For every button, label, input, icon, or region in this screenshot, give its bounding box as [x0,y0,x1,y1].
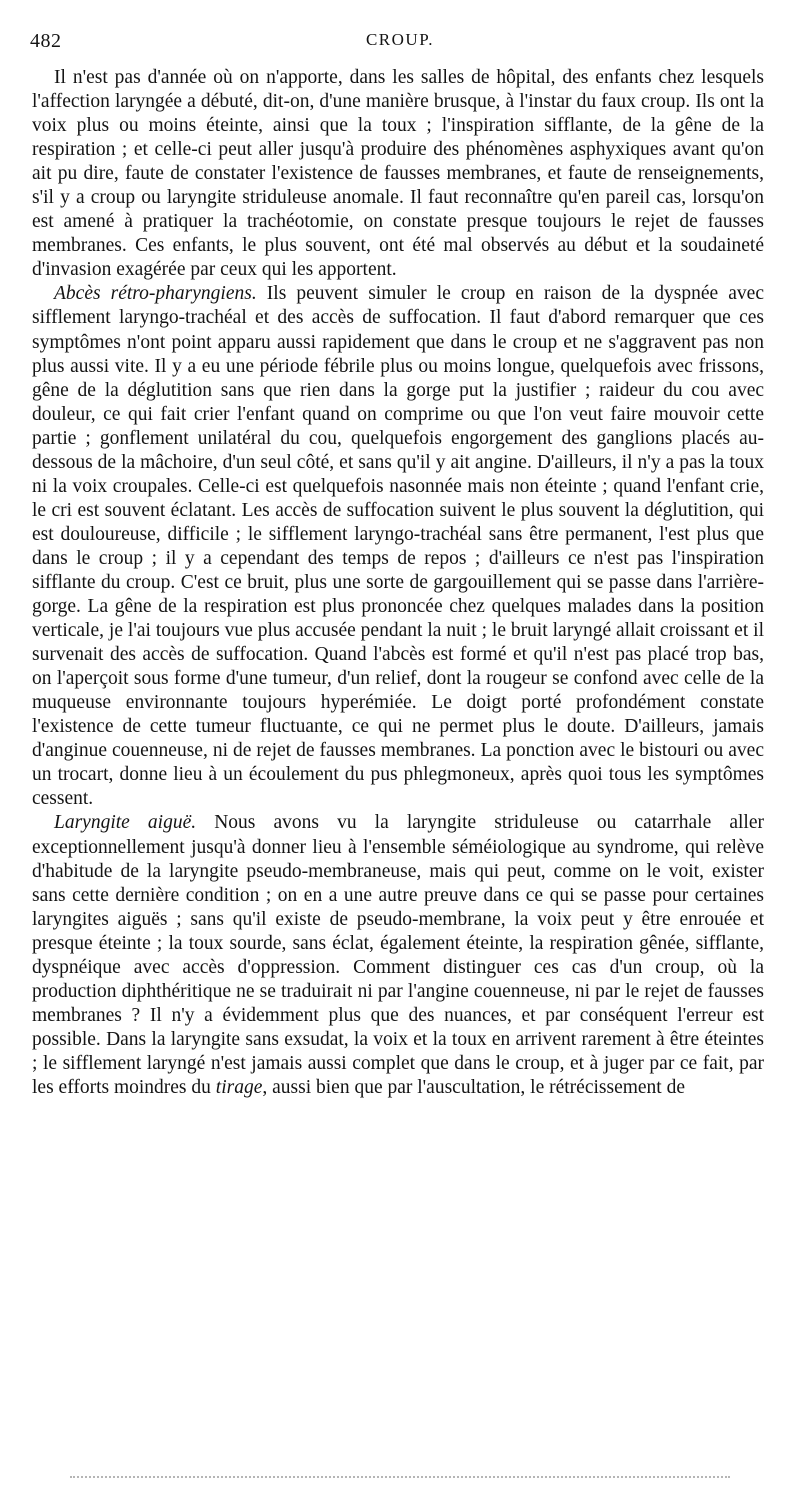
paragraph-lead: Abcès rétro-pharyngiens. [54,283,257,305]
paragraph-lead: Laryngite aiguë. [54,812,197,834]
emphasized-word: tirage [215,1076,263,1098]
paragraph-text: Il n'est pas d'année où on n'apporte, dans les salles de hôpital, des enfants chez lesquels l'affection laryngée a débuté, dit-on, d'une manière brusque, à l'instar du faux croup. Ils ont la voix plus ou moins éteinte, ainsi que la toux ; l'inspiration sifflante, de la gêne de la respiration ; et celle-ci peut aller jusqu'à produire des phénomènes asphyxiques avant qu'on ait pu dire, faute de constater l'existence de fausses membranes, et faute de renseignements, s'il y a croup ou laryngite striduleuse anomale. Il faut reconnaître qu'en pareil cas, lorsqu'on est amené à pratiquer la trachéotomie, on constate presque toujours le rejet de fausses membranes. Ces enfants, le plus souvent, ont été mal observés au début et la soudaineté d'invasion exagérée par ceux qui les apportent. [32,67,764,281]
paragraph-laryngite-aigue [32,811,764,1100]
body-text [32,66,764,1100]
running-title: CROUP. [365,30,435,49]
footer-dotted-rule [70,1476,730,1478]
paragraph-text: Nous avons vu la laryngite striduleuse ou catarrhale aller exceptionnellement jusqu'à donner lieu à l'ensemble séméiologique au syndrome, qui relève d'habitude de la laryngite pseudo-membraneuse, mais qui peut, comme on le voit, exister sans cette dernière condition ; on en a une autre preuve dans ce qui se passe pour certaines laryngites aiguës ; sans qu'il existe de pseudo-membrane, la voix peut y être enrouée et presque éteinte ; la toux sourde, sans éclat, également éteinte, la respiration gênée, sifflante, dyspnéique avec accès d'oppression. Comment distinguer ces cas d'un croup, où la production diphthéritique ne se traduirait ni par l'angine couenneuse, ni par le rejet de fausses membranes ? Il n'y a évidemment plus que des nuances, et par conséquent l'erreur est possible. Dans la laryngite sans exsudat, la voix et la toux en arrivent rarement à être éteintes ; le sifflement laryngé n'est jamais aussi complet que dans le croup, et à juger par ce fait, par les efforts moindres du tirage, aussi bien que par l'auscultation, le rétrécissement de [32,812,764,1098]
page-number: 482 [30,30,62,52]
page-header [30,30,770,60]
paragraph-text: Ils peuvent simuler le croup en raison de la dyspnée avec sifflement laryngo-trachéal et des accès de suffocation. Il faut d'abord remarquer que ces symptômes n'ont point apparu aussi rapidement que dans le croup et ne s'aggravent pas non plus aussi vite. Il y a eu une période fébrile plus ou moins longue, quelquefois avec frissons, gêne de la déglutition sans que rien dans la gorge put la justifier ; raideur du cou avec douleur, ce qui fait crier l'enfant quand on comprime ou que l'on veut faire mouvoir cette partie ; gonflement unilatéral du cou, quelquefois engorgement des ganglions placés au-dessous de la mâchoire, d'un seul côté, et sans qu'il y ait angine. D'ailleurs, il n'y a pas la toux ni la voix croupales. Celle-ci est quelquefois nasonnée mais non éteinte ; quand l'enfant crie, le cri est souvent éclatant. Les accès de suffocation suivent le plus souvent la déglutition, qui est douloureuse, difficile ; le sifflement laryngo-trachéal sans être permanent, l'est plus que dans le croup ; il y a cependant des temps de repos ; d'ailleurs ce n'est pas l'inspiration sifflante du croup. C'est ce bruit, plus une sorte de gargouillement qui se passe dans l'arrière-gorge. La gêne de la respiration est plus prononcée chez quelques malades dans la position verticale, je l'ai toujours vue plus accusée pendant la nuit ; le bruit laryngé allait croissant et il survenait des accès de suffocation. Quand l'abcès est formé et qu'il n'est pas placé trop bas, on l'aperçoit sous forme d'une tumeur, d'un relief, dont la rougeur se confond avec celle de la muqueuse environnante toujours hyperémiée. Le doigt porté profondément constate l'existence de cette tumeur fluctuante, ce qui ne permet plus le doute. D'ailleurs, jamais d'anginue couenneuse, ni de rejet de fausses membranes. La ponction avec le bistouri ou avec un trocart, donne lieu à un écoulement du pus phlegmoneux, après quoi tous les symptômes cessent. [32,283,764,810]
paragraph-abces-retro-pharyngiens [32,282,764,811]
paragraph-faux-croup [32,66,764,282]
